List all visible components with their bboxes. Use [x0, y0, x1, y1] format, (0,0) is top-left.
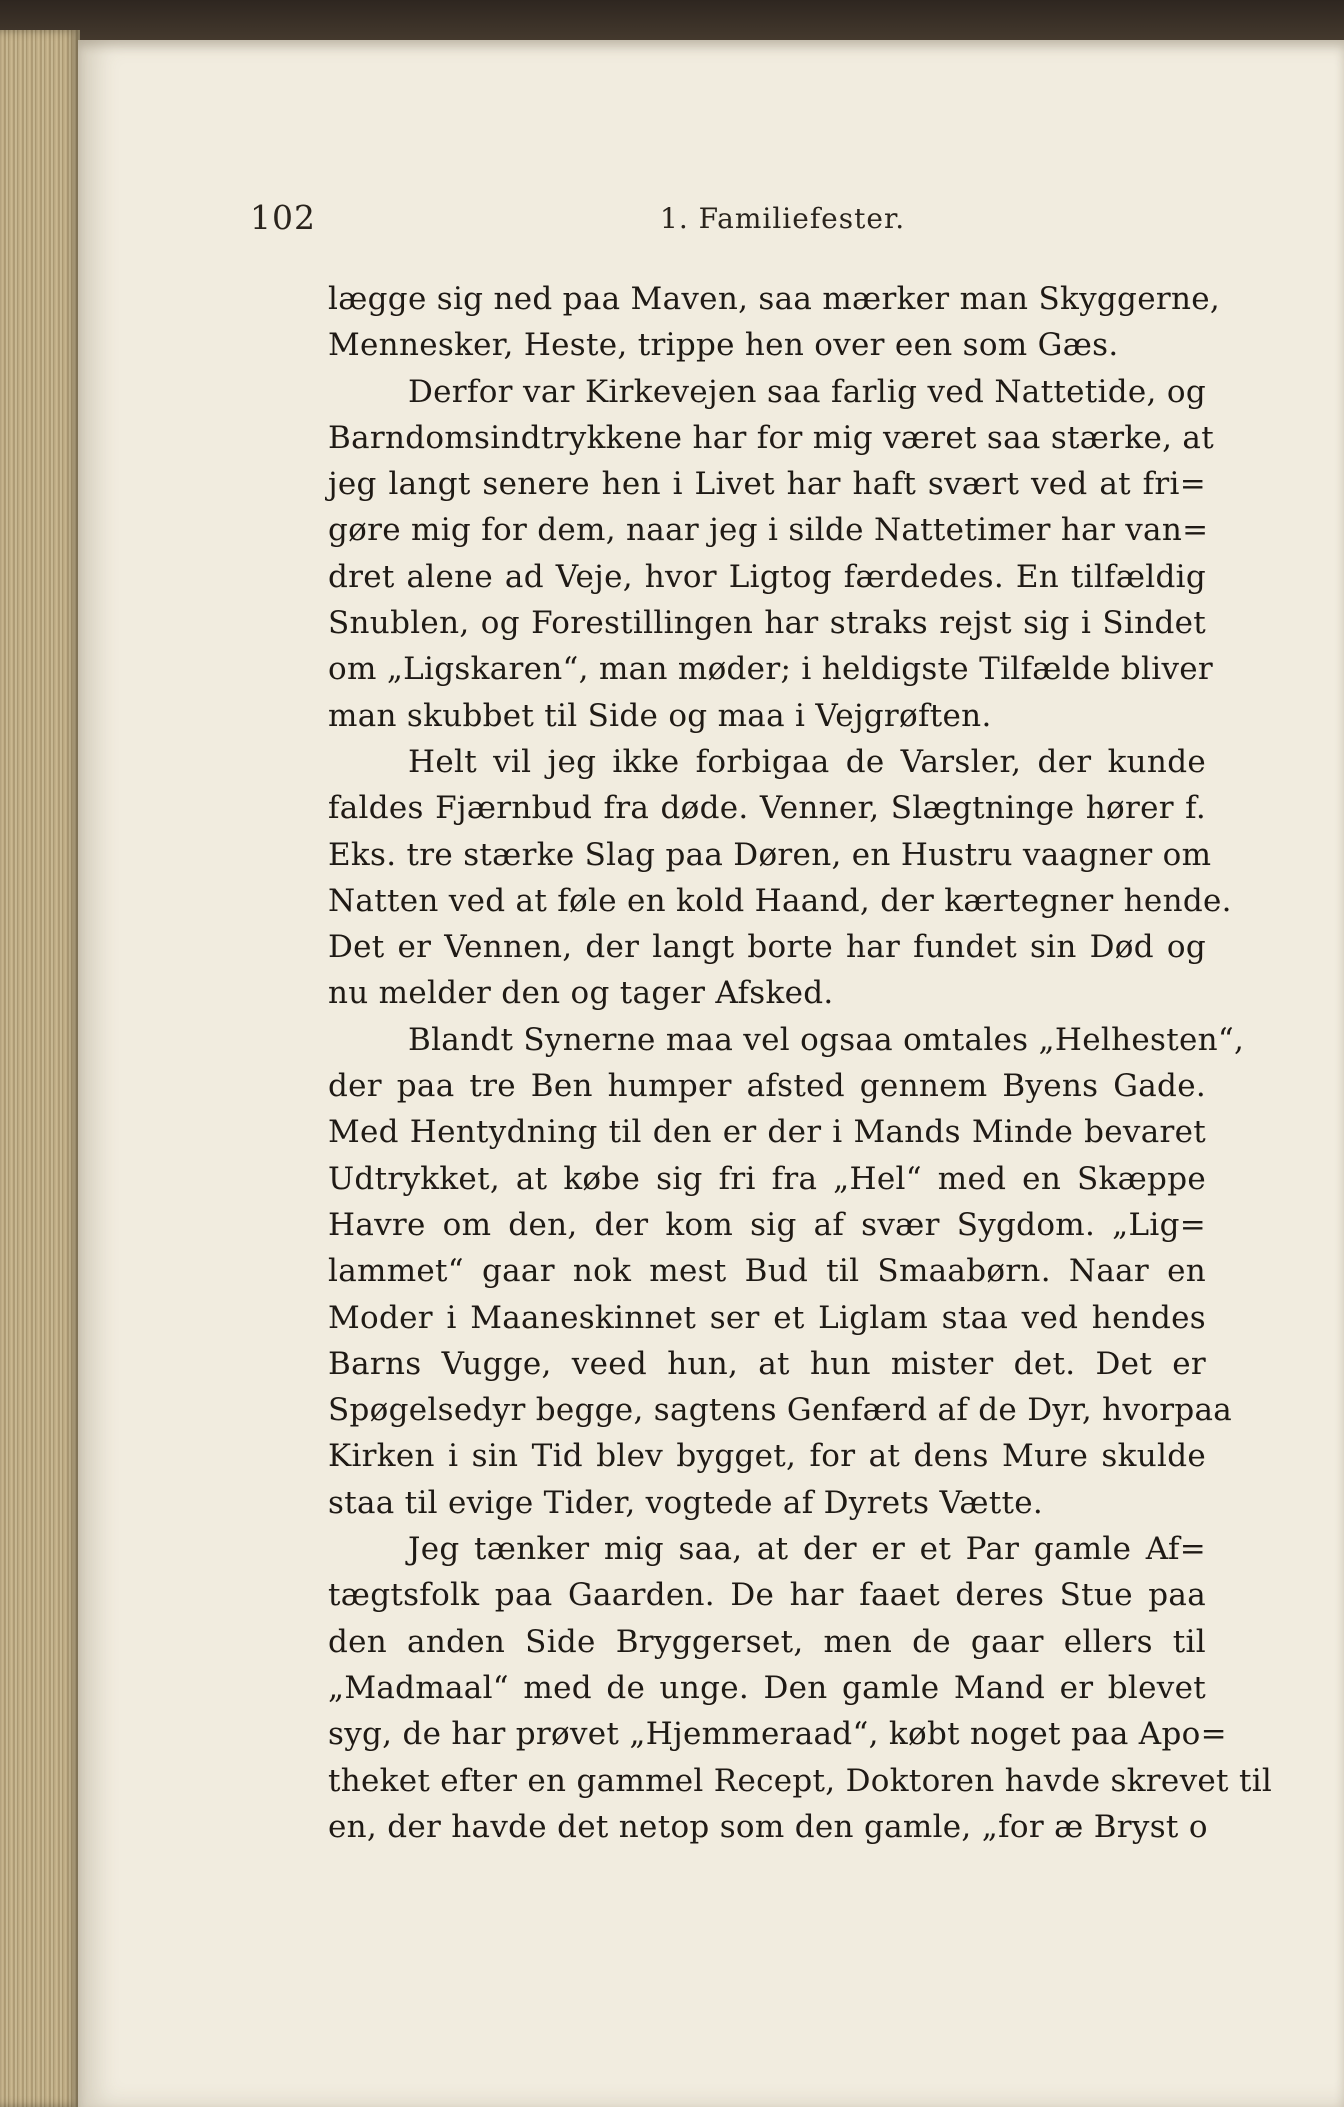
- text-line: en, der havde det netop som den gamle, „for æ Bryst o: [328, 1808, 1208, 1845]
- text-line: Blandt Synerne maa vel ogsaa omtales „Helhesten“,: [408, 1021, 1245, 1058]
- text-line: Barns Vugge, veed hun, at hun mister det. Det er: [328, 1345, 1206, 1382]
- text-line: Barndomsindtrykkene har for mig været saa stærke, at: [328, 419, 1214, 456]
- text-line: syg, de har prøvet „Hjemmeraad“, købt noget paa Apo=: [328, 1716, 1227, 1753]
- text-line: lammet“ gaar nok mest Bud til Smaabørn. Naar en: [328, 1253, 1206, 1290]
- body-text: [328, 276, 1273, 1850]
- text-line: den anden Side Bryggerset, men de gaar ellers til: [328, 1623, 1206, 1660]
- text-line: theket efter en gammel Recept, Doktoren havde skrevet til: [328, 1762, 1273, 1799]
- text-line: Kirken i sin Tid blev bygget, for at dens Mure skulde: [328, 1438, 1206, 1475]
- text-line: Moder i Maaneskinnet ser et Liglam staa ved hendes: [328, 1299, 1206, 1336]
- text-line: Eks. tre stærke Slag paa Døren, en Hustru vaagner om: [328, 836, 1212, 873]
- text-line: staa til evige Tider, vogtede af Dyrets Vætte.: [328, 1484, 1044, 1521]
- text-line: Jeg tænker mig saa, at der er et Par gamle Af=: [408, 1531, 1206, 1568]
- text-line: Spøgelsedyr begge, sagtens Genfærd af de Dyr, hvorpaa: [328, 1392, 1233, 1429]
- text-line: om „Ligskaren“, man møder; i heldigste Tilfælde bliver: [328, 651, 1214, 688]
- text-line: Derfor var Kirkevejen saa farlig ved Nattetide, og: [408, 373, 1206, 410]
- text-line: Udtrykket, at købe sig fri fra „Hel“ med en Skæppe: [328, 1160, 1206, 1197]
- text-line: Natten ved at føle en kold Haand, der kærtegner hende.: [328, 882, 1232, 919]
- page-number: 102: [250, 198, 316, 237]
- text-line: Helt vil jeg ikke forbigaa de Varsler, der kunde: [408, 743, 1206, 780]
- text-line: tægtsfolk paa Gaarden. De har faaet deres Stue paa: [328, 1577, 1206, 1614]
- text-line: Havre om den, der kom sig af svær Sygdom. „Lig=: [328, 1206, 1206, 1243]
- running-head-title: 1. Familiefester.: [660, 202, 906, 235]
- text-line: gøre mig for dem, naar jeg i silde Nattetimer har van=: [328, 512, 1209, 549]
- book-page-edges: [0, 30, 80, 2107]
- text-line: Med Hentydning til den er der i Mands Minde bevaret: [328, 1114, 1206, 1151]
- text-line: Mennesker, Heste, trippe hen over een som Gæs.: [328, 327, 1119, 364]
- text-line: Det er Vennen, der langt borte har fundet sin Død og: [328, 929, 1206, 966]
- text-line: lægge sig ned paa Maven, saa mærker man Skyggerne,: [328, 281, 1221, 317]
- text-line: der paa tre Ben humper afsted gennem Byens Gade.: [328, 1068, 1206, 1105]
- text-line: man skubbet til Side og maa i Vejgrøften.: [328, 697, 992, 734]
- text-line: Snublen, og Forestillingen har straks rejst sig i Sindet: [328, 605, 1206, 642]
- text-line: faldes Fjærnbud fra døde. Venner, Slægtninge hører f.: [328, 790, 1206, 827]
- text-line: nu melder den og tager Afsked.: [328, 975, 834, 1012]
- text-line: „Madmaal“ med de unge. Den gamle Mand er blevet: [328, 1669, 1206, 1706]
- text-line: jeg langt senere hen i Livet har haft svært ved at fri=: [328, 466, 1206, 503]
- text-line: dret alene ad Veje, hvor Ligtog færdedes. En tilfældig: [328, 558, 1206, 595]
